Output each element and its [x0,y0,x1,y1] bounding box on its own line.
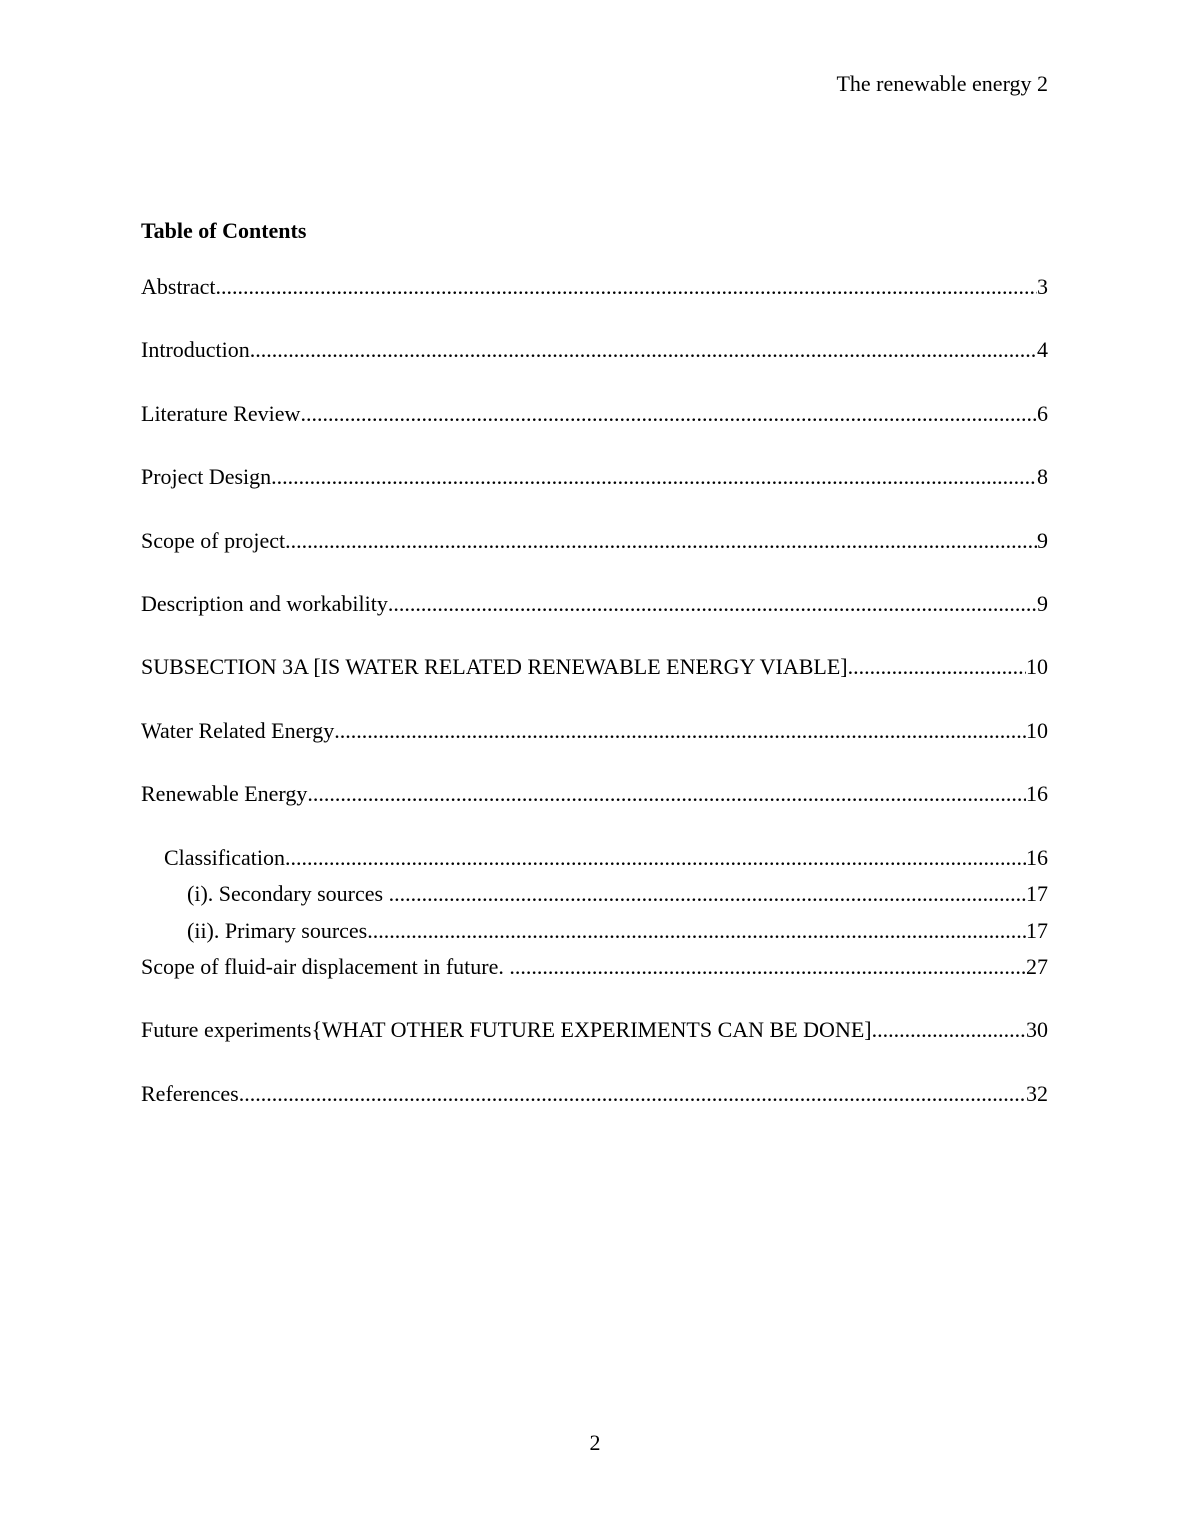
toc-entry-page: 16 [1026,845,1048,870]
dot-leader [848,653,1026,681]
toc-entry-description-and-workability[interactable] [141,590,1048,618]
dot-leader [307,780,1026,808]
toc-entry-page: 10 [1026,718,1048,743]
dot-leader [285,844,1026,872]
dot-leader [367,917,1026,945]
toc-entry-scope-of-project[interactable] [141,527,1048,555]
toc-entry-classification[interactable] [164,844,1048,872]
toc-entry-project-design[interactable] [141,463,1048,491]
toc-entry-label: Project Design [141,464,272,489]
toc-entry-references[interactable] [141,1080,1048,1108]
toc-entry-page: 8 [1037,464,1048,489]
dot-leader [872,1016,1026,1044]
toc-entry-label: (i). Secondary sources [187,881,389,906]
dot-leader [271,463,1037,491]
toc-entry-future-experiments[interactable] [141,1016,1048,1044]
toc-entry-scope-of-fluid-air-displacement[interactable] [141,953,1048,981]
toc-entry-label: Future experiments{WHAT OTHER FUTURE EXPERIMENTS CAN BE DONE] [141,1017,872,1042]
dot-leader [300,400,1037,428]
toc-entry-primary-sources[interactable] [187,917,1048,945]
toc-entry-page: 6 [1037,401,1048,426]
dot-leader [389,880,1026,908]
toc-entry-introduction[interactable] [141,336,1048,364]
toc-entry-page: 16 [1026,781,1048,806]
toc-entry-label: Introduction [141,337,250,362]
toc-entry-label: Classification [164,845,285,870]
dot-leader [250,336,1037,364]
toc-entry-literature-review[interactable] [141,400,1048,428]
toc-entry-page: 27 [1026,954,1048,979]
toc-entry-label: Literature Review [141,401,301,426]
toc-entry-label: Water Related Energy [141,718,335,743]
toc-entry-page: 4 [1037,337,1048,362]
dot-leader [509,953,1026,981]
dot-leader [285,527,1037,555]
dot-leader [216,273,1037,301]
toc-entry-page: 17 [1026,918,1048,943]
toc-entry-page: 17 [1026,881,1048,906]
dot-leader [388,590,1037,618]
toc-entry-page: 3 [1037,274,1048,299]
toc-entry-label: Renewable Energy [141,781,308,806]
dot-leader [334,717,1026,745]
toc-entry-page: 10 [1026,654,1048,679]
toc-entry-label: SUBSECTION 3A [IS WATER RELATED RENEWABLE ENERGY VIABLE] [141,654,848,679]
toc-entry-label: Scope of fluid-air displacement in future. [141,954,510,979]
dot-leader [239,1080,1026,1108]
toc-entry-subsection-3a[interactable] [141,653,1048,681]
toc-entry-page: 9 [1037,528,1048,553]
toc-entry-page: 9 [1037,591,1048,616]
toc-entry-label: Scope of project [141,528,286,553]
toc-entry-label: Description and workability [141,591,388,616]
toc-entry-label: References [141,1081,239,1106]
toc-title: Table of Contents [141,218,307,243]
toc-entry-water-related-energy[interactable] [141,717,1048,745]
running-head: The renewable energy 2 [836,71,1048,96]
page-number: 2 [589,1430,601,1455]
toc-entry-label: Abstract [141,274,216,299]
toc-entry-abstract[interactable] [141,273,1048,301]
toc-entry-label: (ii). Primary sources [187,918,368,943]
toc-entry-renewable-energy[interactable] [141,780,1048,808]
toc-entry-page: 30 [1026,1017,1048,1042]
toc-entry-secondary-sources[interactable] [187,880,1048,908]
toc-entry-page: 32 [1026,1081,1048,1106]
